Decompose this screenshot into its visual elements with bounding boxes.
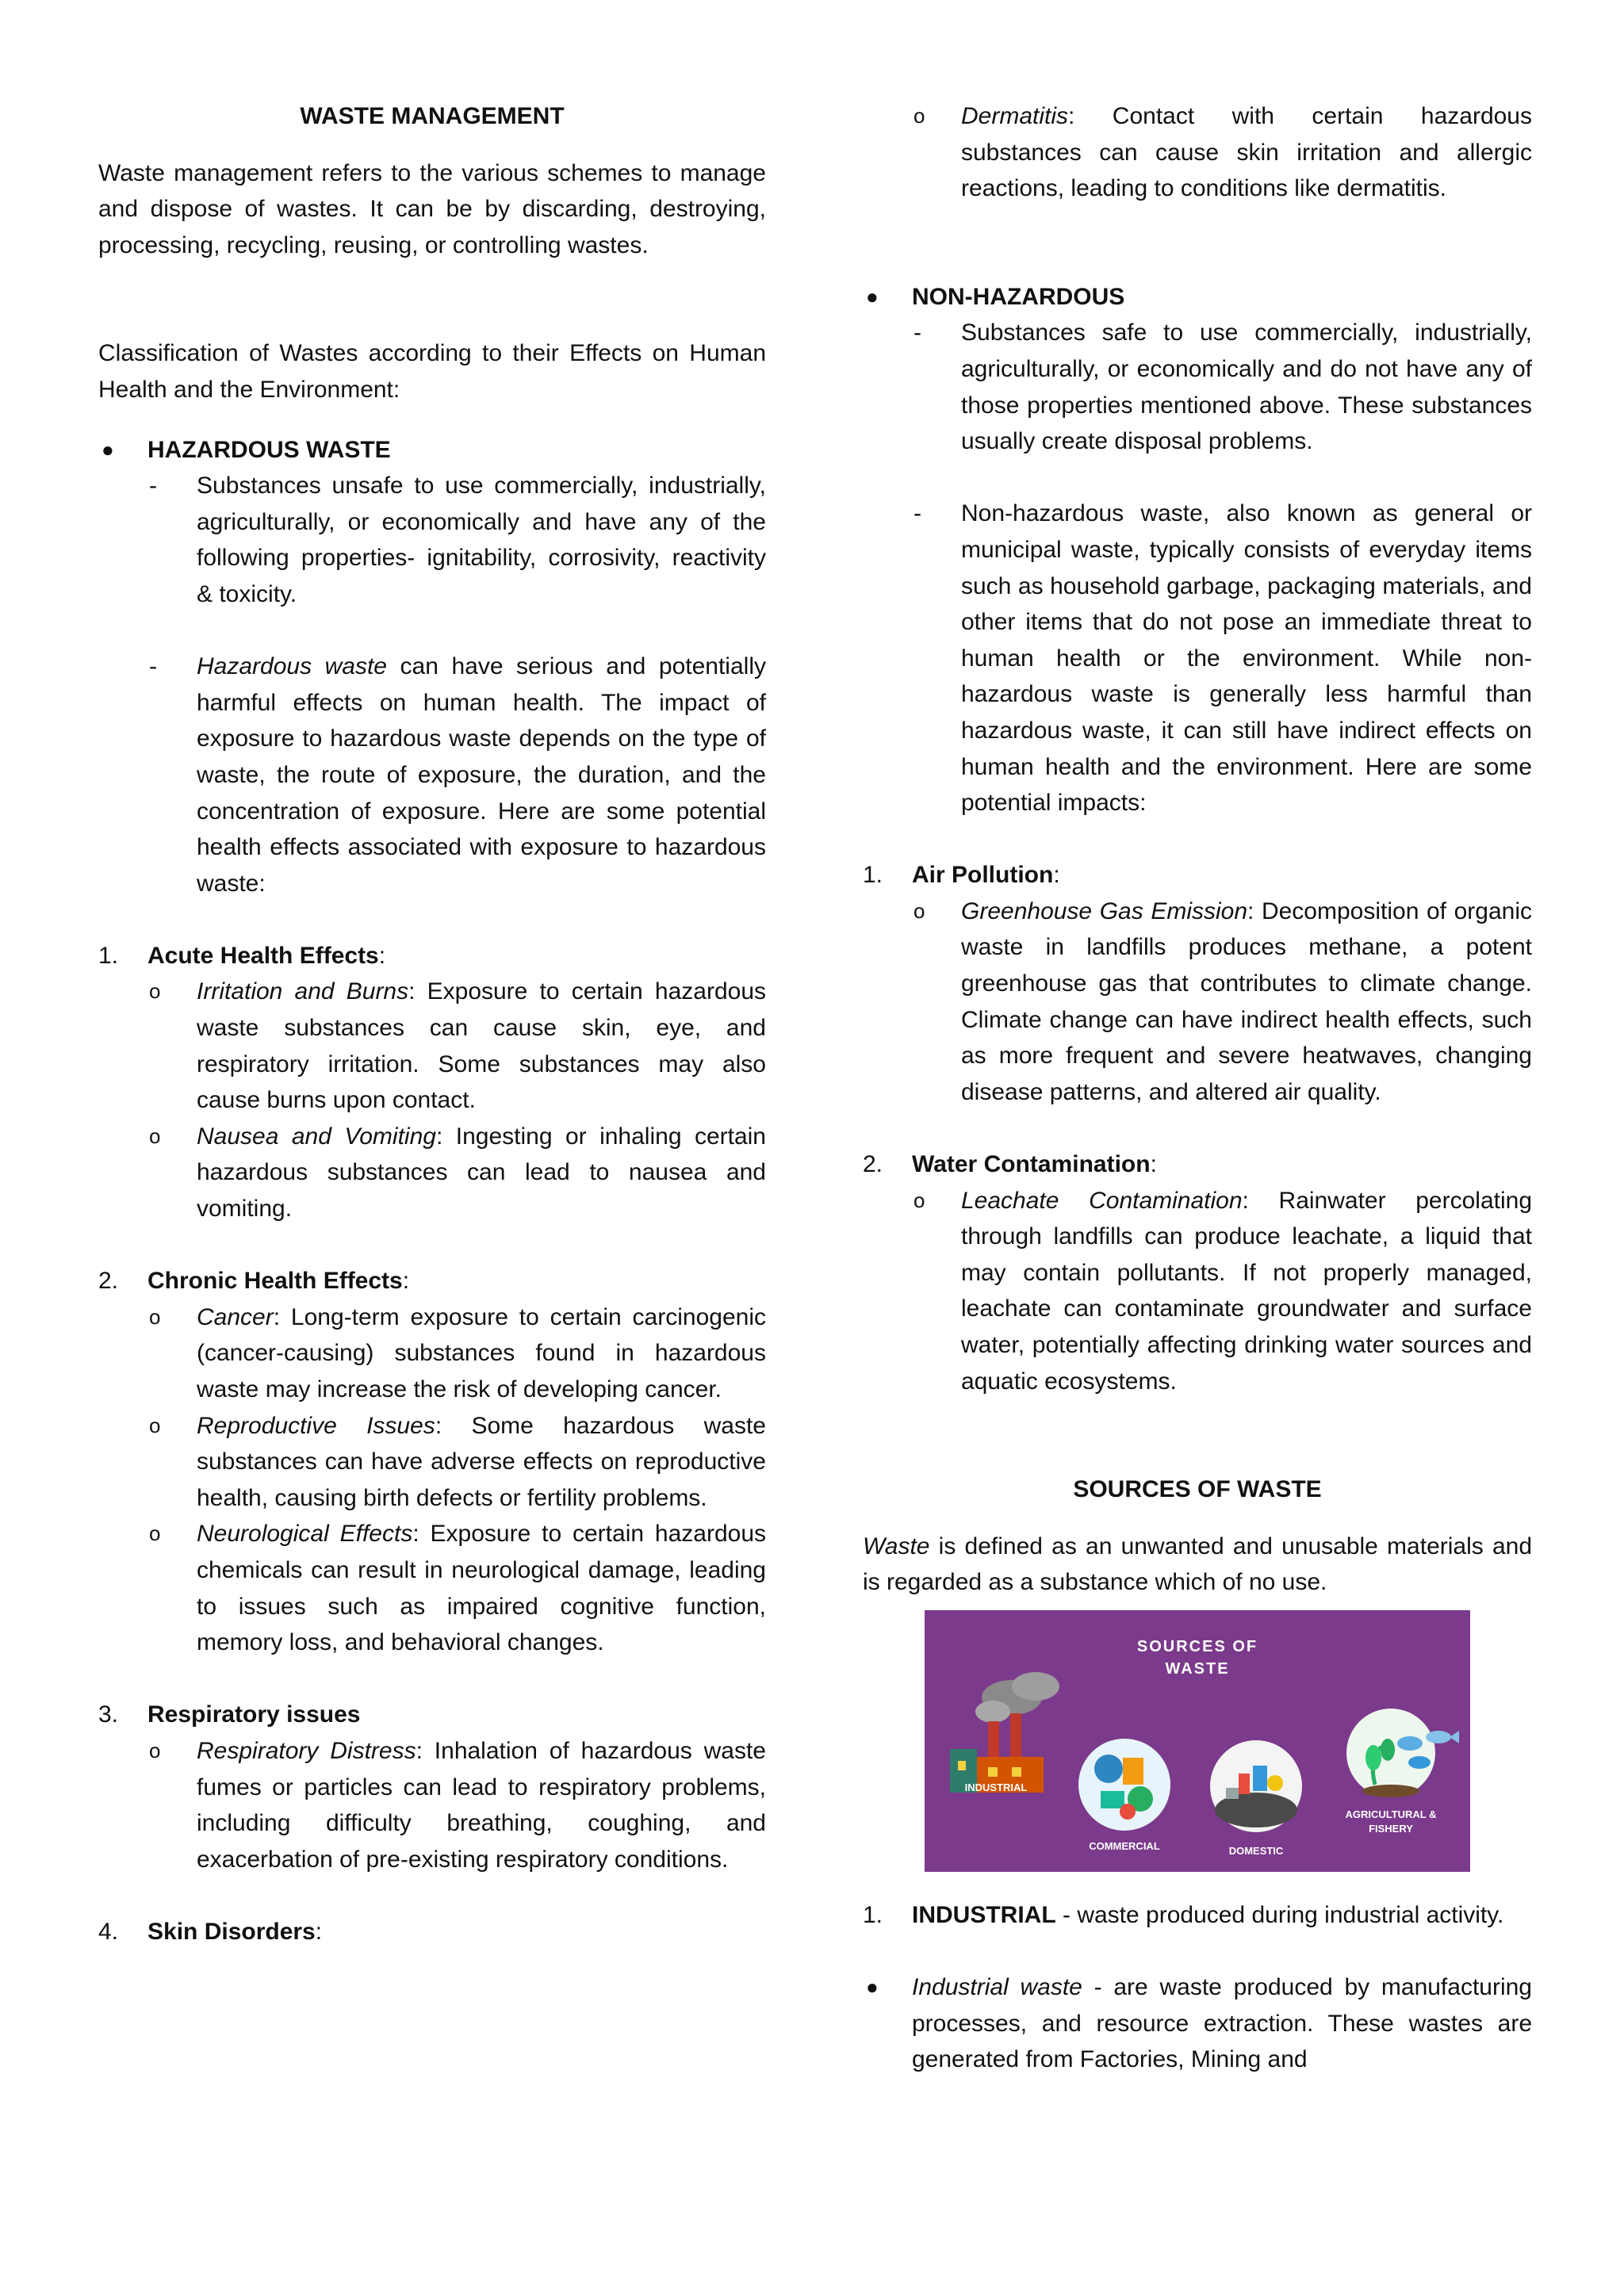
waste-definition: Waste is defined as an unwanted and unusable materials and is regarded as a substance which of no use. xyxy=(863,1533,1532,1596)
section-air-heading: 1. Air Pollution: xyxy=(863,862,1060,889)
bullet-icon: ● xyxy=(102,437,114,461)
list-item: o Respiratory Distress: Inhalation of hazardous waste fumes or particles can lead to respiratory problems, including difficulty breathing, coughing, and exacerbation of pre-existing respiratory conditions. xyxy=(98,1733,766,1877)
circle-bullet-icon: o xyxy=(149,1521,161,1546)
label-domestic: DOMESTIC xyxy=(1228,1844,1284,1857)
circle-bullet-icon: o xyxy=(914,1188,925,1212)
sources-of-waste-illustration xyxy=(925,1610,1470,1872)
sources-title: SOURCES OF WASTE xyxy=(1073,1476,1322,1503)
list-item: o Reproductive Issues: Some hazardous waste substances can have adverse effects on reproductive health, causing birth defects or fertility problems. xyxy=(98,1408,766,1517)
label-industrial: INDUSTRIAL xyxy=(964,1781,1028,1793)
list-item: o Nausea and Vomiting: Ingesting or inhaling certain hazardous substances can lead to nausea and vomiting. xyxy=(98,1119,766,1227)
dash-icon: - xyxy=(149,473,157,499)
non-hazardous-heading-row xyxy=(863,279,1532,316)
label-agricultural-1: AGRICULTURAL & xyxy=(1345,1808,1437,1820)
circle-bullet-icon: o xyxy=(149,1304,161,1329)
classification-paragraph: Classification of Wastes according to their Effects on Human Health and the Environment: xyxy=(98,340,766,403)
industrial-waste-bullet: ● Industrial waste - are waste produced by manufacturing processes, and resource extraction. These wastes are generated from Factories, Mining and xyxy=(863,1969,1532,2078)
hazardous-heading: HAZARDOUS WASTE xyxy=(147,436,391,463)
figure-title-2: WASTE xyxy=(1165,1659,1230,1678)
left-column xyxy=(98,98,766,1950)
list-item: o Greenhouse Gas Emission: Decomposition of organic waste in landfills produces methane, a potent greenhouse gas that contributes to climate change. Climate change can have indirect health effects, such as more frequent and severe heatwaves, changing disease patterns, and altered air quality. xyxy=(863,894,1532,1111)
circle-bullet-icon: o xyxy=(149,1413,161,1437)
list-item: o Dermatitis: Contact with certain hazardous substances can cause skin irritation and allergic reactions, leading to conditions like dermatitis. xyxy=(863,98,1532,207)
non-hazardous-heading: NON-HAZARDOUS xyxy=(912,283,1125,310)
section-skin-heading: 4. Skin Disorders: xyxy=(98,1918,323,1945)
circle-bullet-icon: o xyxy=(149,1738,161,1762)
industrial-source-item: 1. INDUSTRIAL - waste produced during industrial activity. xyxy=(863,1901,1504,1928)
circle-bullet-icon: o xyxy=(149,1123,161,1148)
list-item: o Neurological Effects: Exposure to certain hazardous chemicals can result in neurological damage, leading to issues such as impaired cognitive function, memory loss, and behavioral changes. xyxy=(98,1516,766,1660)
label-agricultural-2: FISHERY xyxy=(1369,1822,1413,1835)
hazardous-item-2: - Hazardous waste can have serious and potentially harmful effects on human health. The impact of exposure to hazardous waste depends on the type of waste, the route of exposure, the duration, and the concentration of exposure. Here are some potential health effects associated with exposure to hazardous waste: xyxy=(98,649,766,901)
section-respiratory-heading: 3. Respiratory issues xyxy=(98,1701,361,1728)
list-item: o Leachate Contamination: Rainwater percolating through landfills can produce leachate, a liquid that may contain pollutants. If not properly managed, leachate can contaminate groundwater and surface water, potentially affecting drinking water sources and aquatic ecosystems. xyxy=(863,1183,1532,1400)
right-column xyxy=(863,98,1532,2078)
dash-icon: - xyxy=(914,500,921,527)
dash-icon: - xyxy=(149,653,157,680)
non-hazardous-item-2: - Non-hazardous waste, also known as general or municipal waste, typically consists of everyday items such as household garbage, packaging materials, and other items that do not pose an immediate threat to human health or the environment. While non-hazardous waste is generally less harmful than hazardous waste, it can still have indirect effects on human health and the environment. Here are some potential impacts: xyxy=(863,496,1532,821)
list-item: o Cancer: Long-term exposure to certain carcinogenic (cancer-causing) substances found in hazardous waste may increase the risk of developing cancer. xyxy=(98,1299,766,1408)
section-chronic-heading: 2. Chronic Health Effects: xyxy=(98,1268,410,1295)
intro-paragraph: Waste management refers to the various schemes to manage and dispose of wastes. It can be by discarding, destroying, processing, recycling, reusing, or controlling wastes. xyxy=(98,159,766,258)
commercial-waste-icon xyxy=(1078,1739,1170,1831)
label-commercial: COMMERCIAL xyxy=(1089,1839,1160,1852)
domestic-waste-icon xyxy=(1210,1740,1302,1832)
bullet-icon: ● xyxy=(866,284,879,308)
non-hazardous-item-1: - Substances safe to use commercially, industrially, agriculturally, or economically and do not have any of those properties mentioned above. These substances usually create disposal problems. xyxy=(863,315,1532,459)
bullet-icon: ● xyxy=(866,1975,879,1999)
section-acute-heading: 1. Acute Health Effects: xyxy=(98,942,386,969)
hazardous-item-1: - Substances unsafe to use commercially, industrially, agriculturally, or economically and have any of the following properties- ignitability, corrosivity, reactivity & toxicity. xyxy=(98,468,766,612)
dash-icon: - xyxy=(914,320,921,346)
circle-bullet-icon: o xyxy=(914,898,925,923)
sources-of-waste-figure xyxy=(925,1610,1470,1872)
hazardous-heading-row xyxy=(98,432,766,469)
section-water-heading: 2. Water Contamination: xyxy=(863,1151,1157,1178)
circle-bullet-icon: o xyxy=(149,979,161,1004)
page-title: WASTE MANAGEMENT xyxy=(300,103,565,129)
circle-bullet-icon: o xyxy=(914,104,925,128)
figure-title-1: SOURCES OF xyxy=(1136,1637,1258,1655)
list-item: o Irritation and Burns: Exposure to certain hazardous waste substances can cause skin, eye, and respiratory irritation. Some substances may also cause burns upon contact. xyxy=(98,974,766,1118)
